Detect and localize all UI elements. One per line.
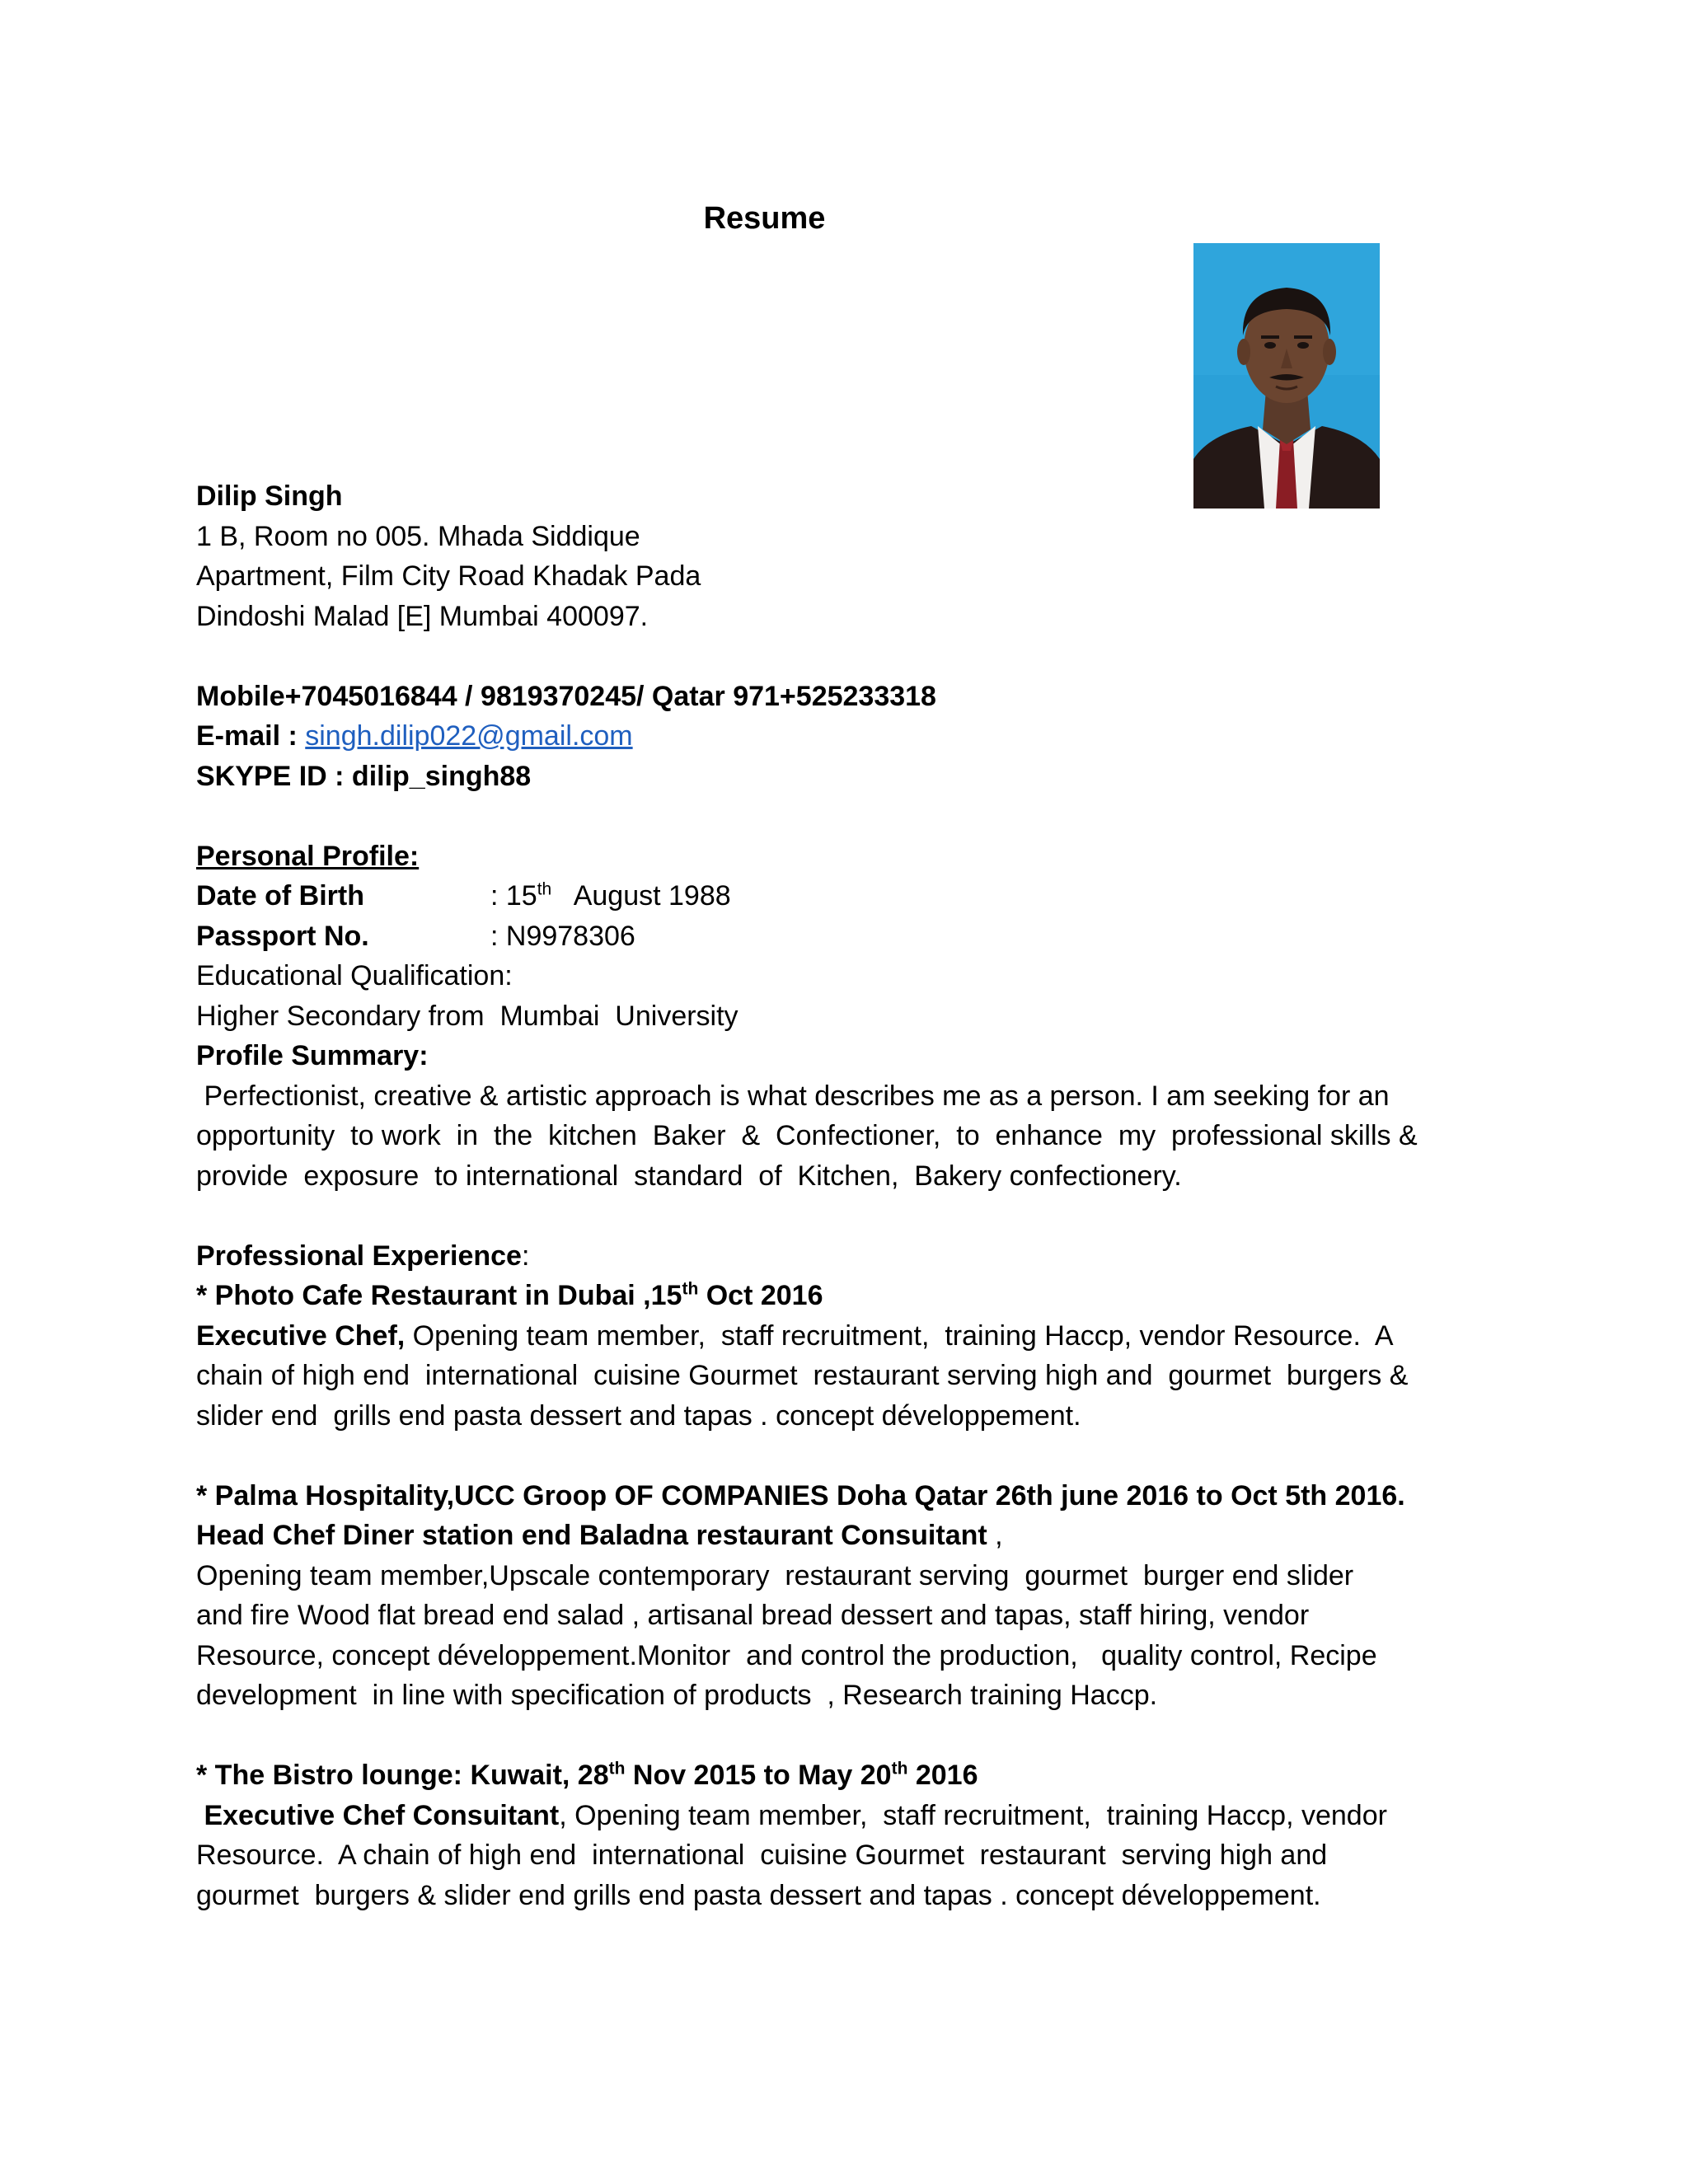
job-2-line-4: development in line with specification of products , Research training Haccp. [196,1680,1158,1711]
summary-line-3: provide exposure to international standard of Kitchen, Bakery confectionery. [196,1160,1182,1192]
education-label: Educational Qualification: [196,960,513,991]
job-2-title: * Palma Hospitality,UCC Groop OF COMPANIES Doha Qatar 26th june 2016 to Oct 5th 2016. [196,1479,1405,1511]
job-1-title-ordinal: th [682,1279,699,1299]
dob-ordinal: th [537,879,552,899]
personal-profile-heading: Personal Profile: [196,840,420,872]
job-3-title [196,1755,1474,1796]
spacer [196,1196,1474,1236]
experience-heading: Professional Experience [196,1240,522,1272]
job-3-line-1 [196,1796,1474,1836]
job-1-title-suffix: Oct 2016 [698,1280,823,1311]
education-value: Higher Secondary from Mumbai University [196,1000,738,1032]
job-3-role: Executive Chef Consuitant [196,1799,560,1831]
address-line-3: Dindoshi Malad [E] Mumbai 400097. [196,600,649,632]
profile-photo-image [1193,243,1380,509]
job-3-title-c: 2016 [907,1760,978,1791]
job-2-role: Head Chef Diner station end Baladna restaurant Consuitant [196,1520,987,1551]
address-line-1: 1 B, Room no 005. Mhada Siddique [196,520,640,552]
passport-row [196,916,1474,957]
job-1-role: Executive Chef, [196,1319,406,1352]
job-1-line-3: slider end grills end pasta dessert and tapas . concept développement. [196,1399,1081,1432]
experience-heading-row [196,1236,1474,1277]
job-1-title-prefix: * Photo Cafe Restaurant in Dubai ,15 [196,1280,682,1311]
job-2-line-1: Opening team member,Upscale contemporary restaurant serving gourmet burger end slider [196,1559,1354,1591]
spacer [196,1436,1474,1476]
job-1-line-2: chain of high end international cuisine Gourmet restaurant serving high and gourmet burgers & [196,1360,1409,1391]
job-2-line-3: Resource, concept développement.Monitor and control the production, quality control, Recipe [196,1639,1377,1671]
spacer [196,796,1474,837]
passport-value: : N9978306 [490,920,635,952]
email-link[interactable]: singh.dilip022@gmail.com [305,720,633,752]
passport-label: Passport No. [196,920,369,952]
job-3-ordinal-a: th [608,1759,626,1779]
job-1-title [196,1276,1474,1316]
job-3-line-2: Resource. A chain of high end international cuisine Gourmet restaurant serving high and [196,1840,1328,1871]
skype-id: SKYPE ID : dilip_singh88 [196,760,532,792]
job-3-line-3: gourmet burgers & slider end grills end pasta dessert and tapas . concept développement. [196,1879,1321,1911]
profile-photo [1193,243,1380,509]
address-line-2: Apartment, Film City Road Khadak Pada [196,560,701,592]
job-3-ordinal-b: th [891,1759,908,1779]
spacer [196,1716,1474,1756]
profile-summary-heading: Profile Summary: [196,1040,429,1071]
job-1-line-1 [196,1316,1474,1357]
job-1-line-1-rest: Opening team member, staff recruitment, training Haccp, vendor Resource. A [405,1319,1394,1352]
job-3-title-a: * The Bistro lounge: Kuwait, 28 [196,1760,609,1791]
summary-line-2: opportunity to work in the kitchen Baker & Confectioner, to enhance my professional skills & [196,1120,1418,1151]
experience-heading-colon: : [521,1240,530,1272]
email-label: E-mail : [196,720,306,752]
dob-prefix: : 15 [490,880,537,912]
dob-rest: August 1988 [551,880,731,912]
job-2-role-rest: , [987,1520,1003,1551]
job-2-line-2: and fire Wood flat bread end salad , artisanal bread dessert and tapas, staff hiring, vendor [196,1600,1310,1631]
spacer [196,636,1474,677]
job-2-role-row [196,1516,1474,1556]
resume-content [196,476,1474,1915]
email-line [196,716,1474,757]
dob-row [196,876,1474,916]
dob-label: Date of Birth [196,880,364,912]
summary-line-1: Perfectionist, creative & artistic approach is what describes me as a person. I am seeking for an [196,1080,1390,1112]
job-3-title-b: Nov 2015 to May 20 [625,1760,892,1791]
mobile-numbers: Mobile+7045016844 / 9819370245/ Qatar 971+525233318 [196,680,936,712]
page-title: Resume [703,201,826,236]
candidate-name: Dilip Singh [196,480,343,512]
job-3-line-1-rest: , Opening team member, staff recruitment, training Haccp, vendor [559,1799,1387,1831]
